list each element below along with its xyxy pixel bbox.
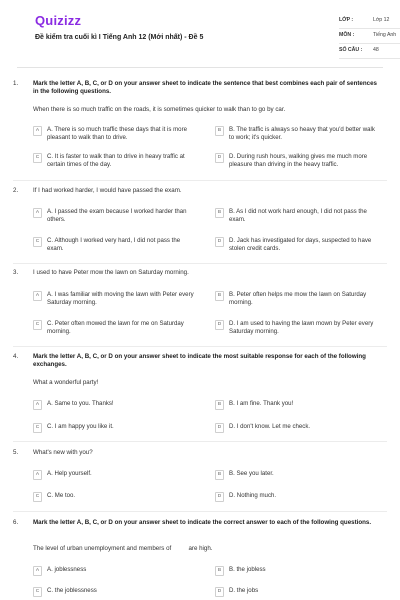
option-letter-box[interactable]: D xyxy=(215,320,224,330)
option-letter-box[interactable]: B xyxy=(215,126,224,136)
question-instruction: Mark the letter A, B, C, or D on your answer sheet to indicate the correct answer to each of the following questions. xyxy=(33,519,372,526)
question-divider xyxy=(13,511,387,512)
question-number: 2. xyxy=(13,187,19,194)
option-text: A. joblessness xyxy=(47,566,87,573)
question-instruction: Mark the letter A, B, C, or D on your answer sheet to indicate the sentence that best combines each pair of sentences in the following questions. xyxy=(33,80,377,96)
option-text: A. I was familiar with moving the lawn with Peter every Saturday morning. xyxy=(47,291,194,307)
option-b[interactable] xyxy=(215,400,380,410)
option-c[interactable] xyxy=(33,492,198,502)
option-a[interactable] xyxy=(33,470,198,480)
meta-row-class xyxy=(339,14,400,29)
option-d[interactable] xyxy=(215,153,380,169)
option-text: A. Help yourself. xyxy=(47,470,92,477)
option-letter-box[interactable]: A xyxy=(33,208,42,218)
option-b[interactable] xyxy=(215,126,380,142)
question-stem: The level of urban unemployment and members of are high. xyxy=(33,545,213,552)
option-a[interactable] xyxy=(33,208,198,224)
question-stem: What's new with you? xyxy=(33,449,93,456)
meta-row-count xyxy=(339,44,400,59)
option-letter-box[interactable]: D xyxy=(215,587,224,597)
option-letter-box[interactable]: A xyxy=(33,291,42,301)
worksheet-header xyxy=(17,0,397,68)
option-text: B. See you later. xyxy=(229,470,274,477)
option-letter-box[interactable]: B xyxy=(215,208,224,218)
option-letter-box[interactable]: B xyxy=(215,291,224,301)
option-text: B. As I did not work hard enough, I did not pass the exam. xyxy=(229,208,367,224)
option-d[interactable] xyxy=(215,423,380,433)
option-letter-box[interactable]: A xyxy=(33,470,42,480)
option-c[interactable] xyxy=(33,153,198,169)
option-text: D. the jobs xyxy=(229,587,259,594)
option-letter-box[interactable]: C xyxy=(33,423,42,433)
option-c[interactable] xyxy=(33,237,198,253)
question-stem: What a wonderful party! xyxy=(33,379,99,386)
option-d[interactable] xyxy=(215,492,380,502)
option-text: C. the joblessness xyxy=(47,587,97,594)
option-b[interactable] xyxy=(215,470,380,480)
question-stem: When there is so much traffic on the roads, it is sometimes quicker to walk than to go by car. xyxy=(33,106,286,113)
option-text: D. I am used to having the lawn mown by Peter every Saturday morning. xyxy=(229,320,374,336)
option-letter-box[interactable]: C xyxy=(33,587,42,597)
option-text: B. I am fine. Thank you! xyxy=(229,400,294,407)
question-stem: I used to have Peter mow the lawn on Saturday morning. xyxy=(33,269,189,276)
option-letter-box[interactable]: C xyxy=(33,492,42,502)
option-text: D. I don't know. Let me check. xyxy=(229,423,311,430)
question-instruction: Mark the letter A, B, C, or D on your answer sheet to indicate the most suitable response for each of the following exchanges. xyxy=(33,353,366,369)
option-c[interactable] xyxy=(33,587,198,597)
question-number: 6. xyxy=(13,519,19,526)
option-letter-box[interactable]: B xyxy=(215,566,224,576)
option-text: A. There is so much traffic these days that it is more pleasant to walk than to drive. xyxy=(47,126,187,142)
option-text: B. The traffic is always so heavy that you'd better walk to work; it's quicker. xyxy=(229,126,375,142)
option-letter-box[interactable]: C xyxy=(33,153,42,163)
option-letter-box[interactable]: D xyxy=(215,237,224,247)
option-letter-box[interactable]: B xyxy=(215,470,224,480)
question-divider xyxy=(13,346,387,347)
question-number: 4. xyxy=(13,353,19,360)
question-number: 3. xyxy=(13,269,19,276)
option-b[interactable] xyxy=(215,208,380,224)
option-text: D. Nothing much. xyxy=(229,492,277,499)
meta-label: MÔN : xyxy=(339,32,355,39)
meta-value: 48 xyxy=(373,47,379,54)
question-number: 5. xyxy=(13,449,19,456)
option-text: B. the jobless xyxy=(229,566,266,573)
question-divider xyxy=(13,441,387,442)
worksheet-title: Đề kiểm tra cuối kì I Tiếng Anh 12 (Mới nhất) - Đề 5 xyxy=(35,34,204,41)
option-letter-box[interactable]: D xyxy=(215,492,224,502)
meta-row-subject xyxy=(339,29,400,44)
option-text: C. Although I worked very hard, I did not pass the exam. xyxy=(47,237,181,253)
option-a[interactable] xyxy=(33,291,198,307)
option-letter-box[interactable]: B xyxy=(215,400,224,410)
option-text: C. It is faster to walk than to drive in heavy traffic at certain times of the day. xyxy=(47,153,185,169)
option-letter-box[interactable]: A xyxy=(33,126,42,136)
option-a[interactable] xyxy=(33,126,198,142)
option-a[interactable] xyxy=(33,400,198,410)
question-number: 1. xyxy=(13,80,19,87)
option-letter-box[interactable]: D xyxy=(215,153,224,163)
option-text: A. Same to you. Thanks! xyxy=(47,400,114,407)
meta-value: Tiếng Anh xyxy=(373,32,397,39)
option-letter-box[interactable]: C xyxy=(33,237,42,247)
option-text: C. Me too. xyxy=(47,492,76,499)
option-letter-box[interactable]: A xyxy=(33,400,42,410)
meta-label: SỐ CÂU : xyxy=(339,47,363,54)
option-text: C. Peter often mowed the lawn for me on Saturday morning. xyxy=(47,320,184,336)
option-text: D. Jack has investigated for days, suspected to have stolen credit cards. xyxy=(229,237,372,253)
option-d[interactable] xyxy=(215,320,380,336)
option-text: B. Peter often helps me mow the lawn on Saturday morning. xyxy=(229,291,367,307)
question-stem: If I had worked harder, I would have passed the exam. xyxy=(33,187,182,194)
option-text: D. During rush hours, walking gives me much more pleasure than driving in the heavy traffic. xyxy=(229,153,368,169)
option-text: C. I am happy you like it. xyxy=(47,423,114,430)
option-a[interactable] xyxy=(33,566,198,576)
option-letter-box[interactable]: D xyxy=(215,423,224,433)
option-c[interactable] xyxy=(33,320,198,336)
option-b[interactable] xyxy=(215,291,380,307)
option-b[interactable] xyxy=(215,566,380,576)
meta-value: Lớp 12 xyxy=(373,17,390,24)
meta-label: LỚP : xyxy=(339,17,354,24)
option-letter-box[interactable]: A xyxy=(33,566,42,576)
quizizz-logo[interactable]: Quizizz xyxy=(35,13,82,28)
option-d[interactable] xyxy=(215,237,380,253)
option-letter-box[interactable]: C xyxy=(33,320,42,330)
option-text: A. I passed the exam because I worked harder than others. xyxy=(47,208,187,224)
worksheet-meta xyxy=(339,14,400,59)
question-divider xyxy=(13,263,387,264)
option-d[interactable] xyxy=(215,587,380,597)
question-divider xyxy=(13,180,387,181)
option-c[interactable] xyxy=(33,423,198,433)
